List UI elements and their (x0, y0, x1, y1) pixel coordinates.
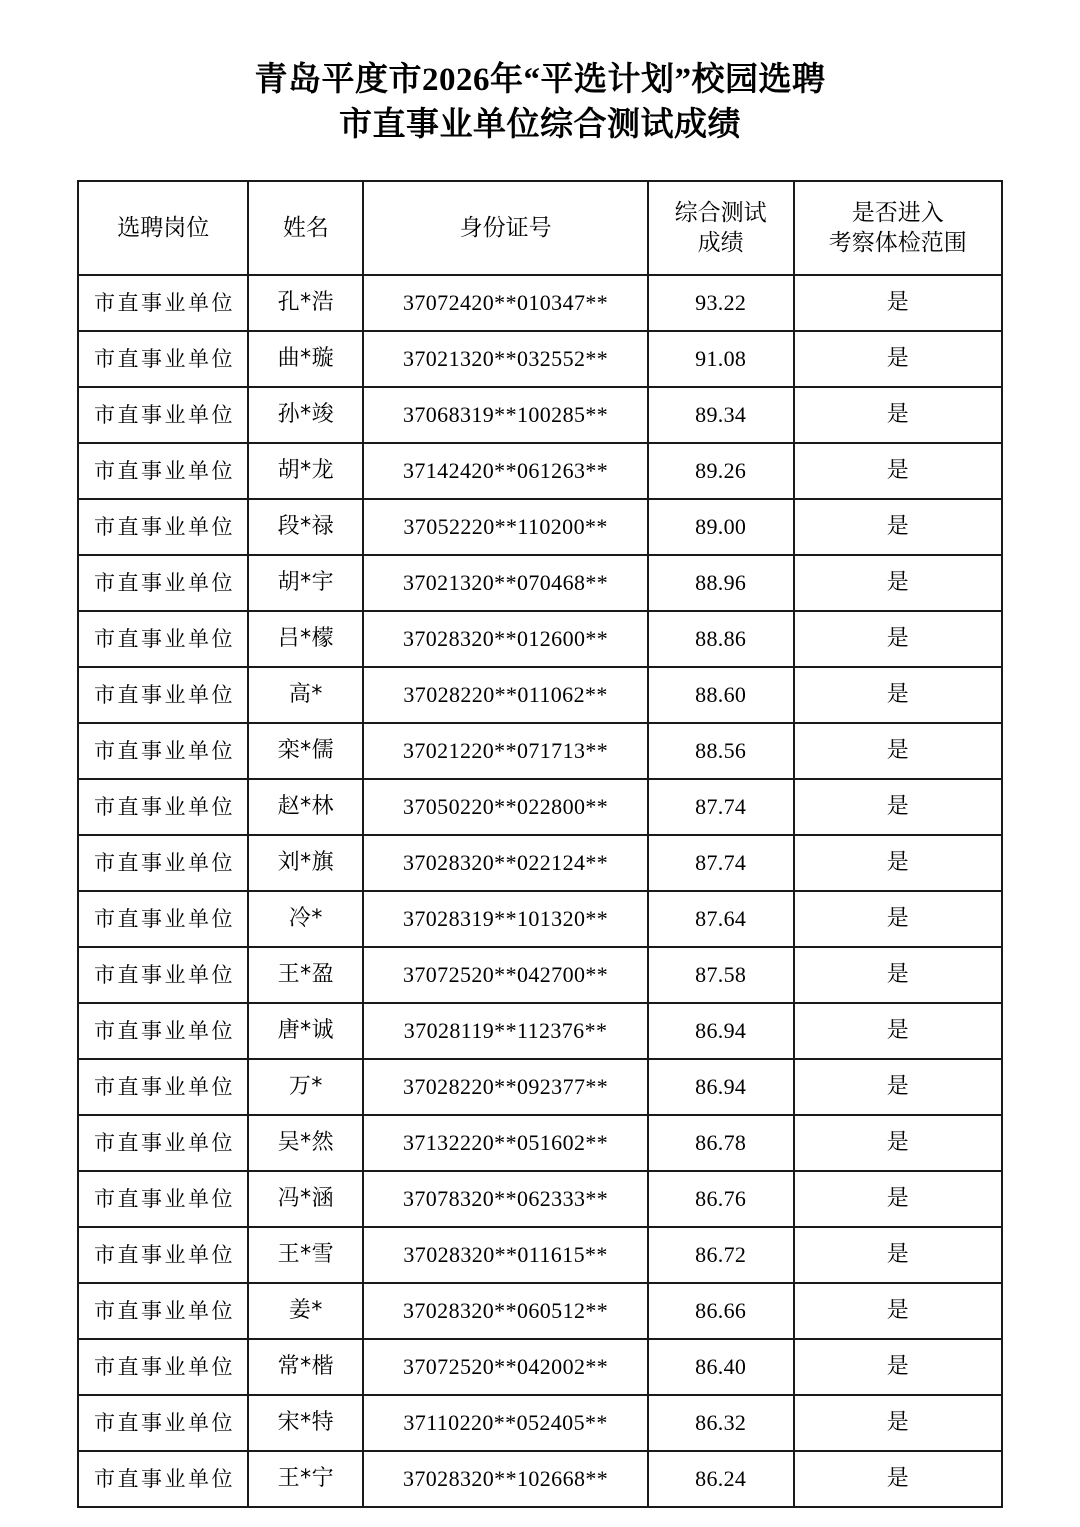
cell-id-number: 37072420**010347** (363, 275, 647, 331)
cell-name: 孔*浩 (248, 275, 363, 331)
cell-post: 市直事业单位 (78, 1059, 248, 1115)
cell-score: 93.22 (648, 275, 794, 331)
table-row (78, 779, 1002, 835)
cell-post: 市直事业单位 (78, 1283, 248, 1339)
cell-post: 市直事业单位 (78, 387, 248, 443)
cell-post: 市直事业单位 (78, 1339, 248, 1395)
cell-score: 88.86 (648, 611, 794, 667)
table-row (78, 275, 1002, 331)
cell-score: 86.24 (648, 1451, 794, 1507)
cell-id-number: 37142420**061263** (363, 443, 647, 499)
cell-post: 市直事业单位 (78, 331, 248, 387)
cell-id-number: 37078320**062333** (363, 1171, 647, 1227)
cell-post: 市直事业单位 (78, 779, 248, 835)
page-title-line-1: 青岛平度市2026年“平选计划”校园选聘 (254, 62, 826, 98)
cell-score: 86.78 (648, 1115, 794, 1171)
cell-score: 86.94 (648, 1059, 794, 1115)
page-title (0, 0, 1080, 148)
cell-id-number: 37068319**100285** (363, 387, 647, 443)
cell-id-number: 37028320**022124** (363, 835, 647, 891)
table-row (78, 387, 1002, 443)
cell-score: 88.96 (648, 555, 794, 611)
cell-score: 89.34 (648, 387, 794, 443)
cell-name: 栾*儒 (248, 723, 363, 779)
cell-score: 89.00 (648, 499, 794, 555)
cell-post: 市直事业单位 (78, 275, 248, 331)
column-header-post-line-1: 选聘岗位 (117, 215, 210, 241)
cell-name: 刘*旗 (248, 835, 363, 891)
cell-name: 冯*涵 (248, 1171, 363, 1227)
cell-score: 86.32 (648, 1395, 794, 1451)
cell-score: 86.76 (648, 1171, 794, 1227)
cell-score: 87.74 (648, 835, 794, 891)
cell-qualified: 是 (794, 1339, 1002, 1395)
cell-score: 86.66 (648, 1283, 794, 1339)
table-row (78, 1003, 1002, 1059)
cell-name: 孙*竣 (248, 387, 363, 443)
table-row (78, 1395, 1002, 1451)
table-row (78, 443, 1002, 499)
cell-id-number: 37028320**011615** (363, 1227, 647, 1283)
cell-name: 段*禄 (248, 499, 363, 555)
results-table (77, 180, 1003, 1508)
cell-qualified: 是 (794, 331, 1002, 387)
cell-name: 王*宁 (248, 1451, 363, 1507)
cell-qualified: 是 (794, 275, 1002, 331)
cell-qualified: 是 (794, 891, 1002, 947)
cell-qualified: 是 (794, 555, 1002, 611)
cell-id-number: 37021320**032552** (363, 331, 647, 387)
table-row (78, 1339, 1002, 1395)
cell-score: 86.40 (648, 1339, 794, 1395)
table-row (78, 1451, 1002, 1507)
cell-qualified: 是 (794, 1115, 1002, 1171)
table-row (78, 723, 1002, 779)
cell-id-number: 37028119**112376** (363, 1003, 647, 1059)
cell-name: 唐*诚 (248, 1003, 363, 1059)
table-row (78, 1283, 1002, 1339)
cell-post: 市直事业单位 (78, 667, 248, 723)
column-header-id-number-line-1: 身份证号 (459, 215, 552, 241)
cell-post: 市直事业单位 (78, 611, 248, 667)
column-header-name-line-1: 姓名 (282, 215, 329, 241)
cell-score: 88.60 (648, 667, 794, 723)
cell-name: 冷* (248, 891, 363, 947)
cell-qualified: 是 (794, 835, 1002, 891)
cell-id-number: 37021320**070468** (363, 555, 647, 611)
cell-qualified: 是 (794, 1227, 1002, 1283)
column-header-qualified-line-1: 是否进入 (851, 200, 944, 226)
cell-post: 市直事业单位 (78, 723, 248, 779)
cell-qualified: 是 (794, 1003, 1002, 1059)
cell-score: 87.58 (648, 947, 794, 1003)
cell-score: 86.72 (648, 1227, 794, 1283)
column-header-score (648, 181, 794, 275)
cell-qualified: 是 (794, 723, 1002, 779)
cell-post: 市直事业单位 (78, 555, 248, 611)
column-header-name (248, 181, 363, 275)
table-body (78, 275, 1002, 1507)
cell-id-number: 37028220**092377** (363, 1059, 647, 1115)
cell-name: 吕*檬 (248, 611, 363, 667)
cell-post: 市直事业单位 (78, 947, 248, 1003)
cell-id-number: 37021220**071713** (363, 723, 647, 779)
cell-post: 市直事业单位 (78, 1395, 248, 1451)
cell-name: 王*雪 (248, 1227, 363, 1283)
cell-post: 市直事业单位 (78, 499, 248, 555)
cell-score: 87.64 (648, 891, 794, 947)
cell-id-number: 37028320**012600** (363, 611, 647, 667)
cell-qualified: 是 (794, 499, 1002, 555)
cell-qualified: 是 (794, 611, 1002, 667)
cell-post: 市直事业单位 (78, 1451, 248, 1507)
cell-score: 88.56 (648, 723, 794, 779)
cell-id-number: 37028319**101320** (363, 891, 647, 947)
cell-qualified: 是 (794, 387, 1002, 443)
column-header-score-line-2: 成绩 (697, 230, 744, 256)
cell-name: 常*楷 (248, 1339, 363, 1395)
column-header-score-line-1: 综合测试 (674, 200, 767, 226)
cell-post: 市直事业单位 (78, 1003, 248, 1059)
table-row (78, 1059, 1002, 1115)
cell-qualified: 是 (794, 1171, 1002, 1227)
cell-id-number: 37052220**110200** (363, 499, 647, 555)
table-header (78, 181, 1002, 275)
cell-score: 86.94 (648, 1003, 794, 1059)
column-header-qualified-line-2: 考察体检范围 (828, 230, 967, 256)
cell-name: 王*盈 (248, 947, 363, 1003)
cell-qualified: 是 (794, 667, 1002, 723)
cell-id-number: 37132220**051602** (363, 1115, 647, 1171)
table-header-row (78, 181, 1002, 275)
table-row (78, 611, 1002, 667)
cell-name: 吴*然 (248, 1115, 363, 1171)
cell-name: 万* (248, 1059, 363, 1115)
cell-id-number: 37110220**052405** (363, 1395, 647, 1451)
cell-qualified: 是 (794, 947, 1002, 1003)
column-header-id-number (363, 181, 647, 275)
cell-name: 胡*龙 (248, 443, 363, 499)
cell-qualified: 是 (794, 1059, 1002, 1115)
cell-id-number: 37050220**022800** (363, 779, 647, 835)
cell-name: 曲*璇 (248, 331, 363, 387)
cell-qualified: 是 (794, 1283, 1002, 1339)
cell-name: 赵*林 (248, 779, 363, 835)
results-table-container (77, 148, 1003, 1508)
cell-post: 市直事业单位 (78, 443, 248, 499)
table-row (78, 1171, 1002, 1227)
cell-name: 高* (248, 667, 363, 723)
cell-score: 91.08 (648, 331, 794, 387)
cell-id-number: 37072520**042700** (363, 947, 647, 1003)
cell-post: 市直事业单位 (78, 1171, 248, 1227)
cell-name: 姜* (248, 1283, 363, 1339)
cell-score: 89.26 (648, 443, 794, 499)
table-row (78, 667, 1002, 723)
table-row (78, 1115, 1002, 1171)
page-title-line-2: 市直事业单位综合测试成绩 (339, 107, 741, 143)
column-header-post (78, 181, 248, 275)
cell-id-number: 37028220**011062** (363, 667, 647, 723)
cell-score: 87.74 (648, 779, 794, 835)
cell-qualified: 是 (794, 779, 1002, 835)
column-header-qualified (794, 181, 1002, 275)
table-row (78, 1227, 1002, 1283)
cell-post: 市直事业单位 (78, 835, 248, 891)
table-row (78, 555, 1002, 611)
cell-id-number: 37028320**060512** (363, 1283, 647, 1339)
table-row (78, 499, 1002, 555)
cell-qualified: 是 (794, 443, 1002, 499)
cell-qualified: 是 (794, 1395, 1002, 1451)
cell-post: 市直事业单位 (78, 1227, 248, 1283)
cell-name: 胡*宇 (248, 555, 363, 611)
table-row (78, 947, 1002, 1003)
cell-id-number: 37072520**042002** (363, 1339, 647, 1395)
table-row (78, 835, 1002, 891)
cell-name: 宋*特 (248, 1395, 363, 1451)
cell-qualified: 是 (794, 1451, 1002, 1507)
cell-id-number: 37028320**102668** (363, 1451, 647, 1507)
table-row (78, 891, 1002, 947)
cell-post: 市直事业单位 (78, 1115, 248, 1171)
table-row (78, 331, 1002, 387)
cell-post: 市直事业单位 (78, 891, 248, 947)
